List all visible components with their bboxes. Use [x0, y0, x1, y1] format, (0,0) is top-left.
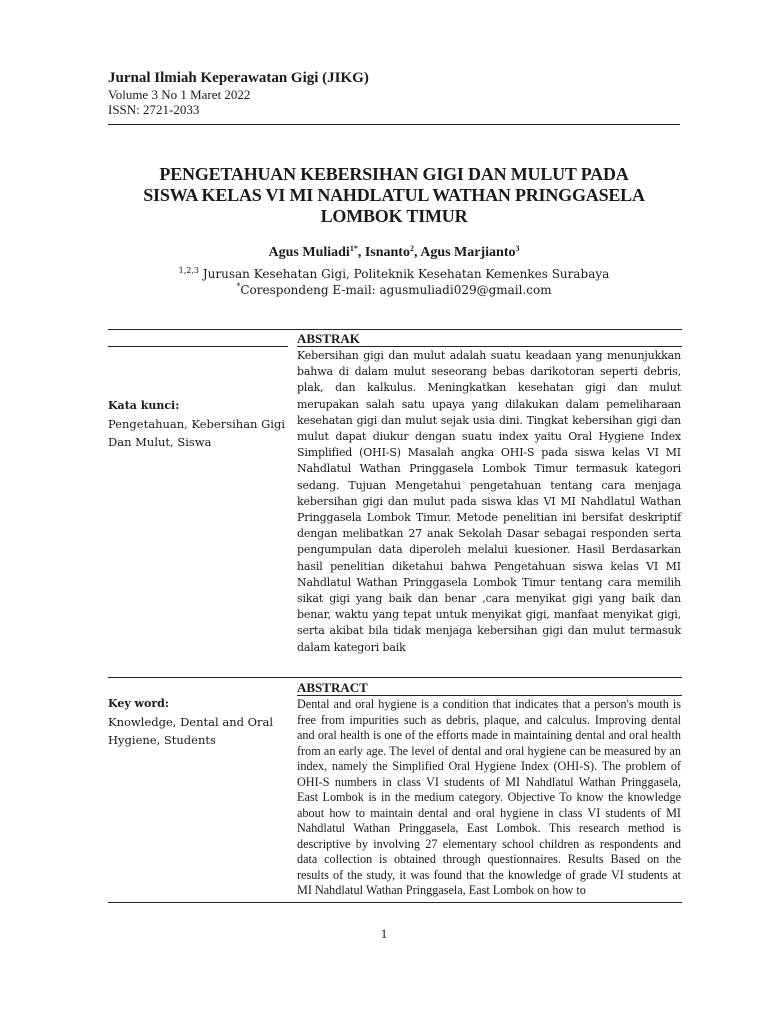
journal-title: Jurnal Ilmiah Keperawatan Gigi (JIKG)	[108, 70, 369, 86]
abstrak-heading: ABSTRAK	[297, 331, 360, 346]
header-divider	[108, 124, 680, 125]
abstract-bottom-rule	[108, 902, 682, 903]
abstrak-heading-rule	[297, 346, 682, 347]
journal-header	[108, 70, 680, 117]
author-separator: ,	[413, 245, 421, 260]
author-3: Agus Marjianto	[420, 245, 516, 260]
title-line-1: PENGETAHUAN KEBERSIHAN GIGI DAN MULUT PADA	[159, 164, 629, 184]
abstrak-body: Kebersihan gigi dan mulut adalah suatu keadaan yang menunjukkan bahwa di dalam mulut seseorang bebas darikotoran seperti debris, plak, dan kalkulus. Meningkatkan kesehatan gigi dan mulut merupakan salah satu upaya yang dilakukan dalam pemeliharaan kesehatan gigi dan mulut sejak usia dini. Tingkat kebersihan gigi dan mulut dapat diukur dengan suatu index yaitu Oral Hygiene Index Simplified (OHI-S) Masalah angka OHI-S pada siswa kelas VI MI Nahdlatul Wathan Pringgasela Lombok Timur termasuk kategori sedang. Tujuan Mengetahui pengetahuan tentang cara menjaga kebersihan gigi dan mulut pada siswa klas VI MI Nahdlatul Wathan Pringgasela Lombok Timur. Metode penelitian ini bersifat deskriptif dengan melibatkan 27 anak Sekolah Dasar sebagai responden serta pengumpulan data diperoleh melalui kuesioner. Hasil Berdasarkan hasil penelitian diketahui bahwa Pengetahuan siswa kelas VI MI Nahdlatul Wathan Pringgasela Lombok Timur tentang cara memilih sikat gigi yang baik dan benar ,cara menyikat gigi yang baik dan benar, waktu yang tepat untuk menyikat gigi, manfaat menyikat gigi, serta akibat bila tidak menjaga kebersihan gigi dan mulut termasuk dalam kategori baik	[297, 349, 681, 654]
author-1: Agus Muliadi	[268, 245, 350, 260]
abstract-top-rule	[108, 677, 682, 678]
author-separator: ,	[357, 245, 365, 260]
abstract-body: Dental and oral hygiene is a condition that indicates that a person's mouth is free from impurities such as debris, plaque, and calculus. Improving dental and oral health is one of the efforts made in maintaining dental and oral health from an early age. The level of dental and oral hygiene can be measured by an index, namely the Simplified Oral Hygiene Index (OHI-S). The problem of OHI-S numbers in class VI students of MI Nahdlatul Wathan Pringgasela, East Lombok is in the medium category. Objective To know the knowledge about how to maintain dental and oral hygiene in class VI students of MI Nahdlatul Wathan Pringgasela, East Lombok. This research method is descriptive by involving 27 elementary school children as respondents and data collection is obtained through questionnaires. Results Based on the results of the study, it was found that the knowledge of grade VI students at MI Nahdlatul Wathan Pringgasela, East Lombok on how to	[297, 697, 681, 897]
affiliation-sup: 1,2,3	[178, 266, 200, 275]
key-word-label: Key word:	[108, 697, 169, 710]
affiliation-text: Jurusan Kesehatan Gigi, Politeknik Kesehatan Kemenkes Surabaya	[199, 267, 610, 281]
journal-issn: ISSN: 2721-2033	[108, 102, 200, 117]
key-word-text: Knowledge, Dental and Oral Hygiene, Students	[108, 715, 274, 747]
email-sup: *	[236, 282, 241, 291]
paper-title	[108, 164, 680, 227]
author-3-sup: 3	[515, 244, 520, 253]
author-list	[108, 245, 680, 261]
kata-kunci-text: Pengetahuan, Kebersihan Gigi Dan Mulut, Siswa	[108, 417, 286, 449]
author-2-sup: 2	[409, 244, 414, 253]
abstrak-top-rule	[108, 329, 682, 330]
abstract-heading: ABSTRACT	[297, 680, 368, 695]
title-line-3: LOMBOK TIMUR	[320, 206, 468, 226]
journal-volume: Volume 3 No 1 Maret 2022	[108, 87, 251, 102]
title-line-2: SISWA KELAS VI MI NAHDLATUL WATHAN PRINGGASELA	[143, 185, 645, 205]
kata-kunci-label: Kata kunci:	[108, 399, 180, 412]
author-2: Isnanto	[364, 245, 410, 260]
keyword-column-rule	[108, 346, 288, 347]
correspondence-email: Corespondeng E-mail: agusmuliadi029@gmail.com	[240, 283, 552, 297]
abstract-heading-rule	[297, 695, 682, 696]
page-number: 1	[380, 926, 388, 941]
author-1-sup: 1*	[349, 244, 358, 253]
affiliation	[108, 266, 680, 298]
